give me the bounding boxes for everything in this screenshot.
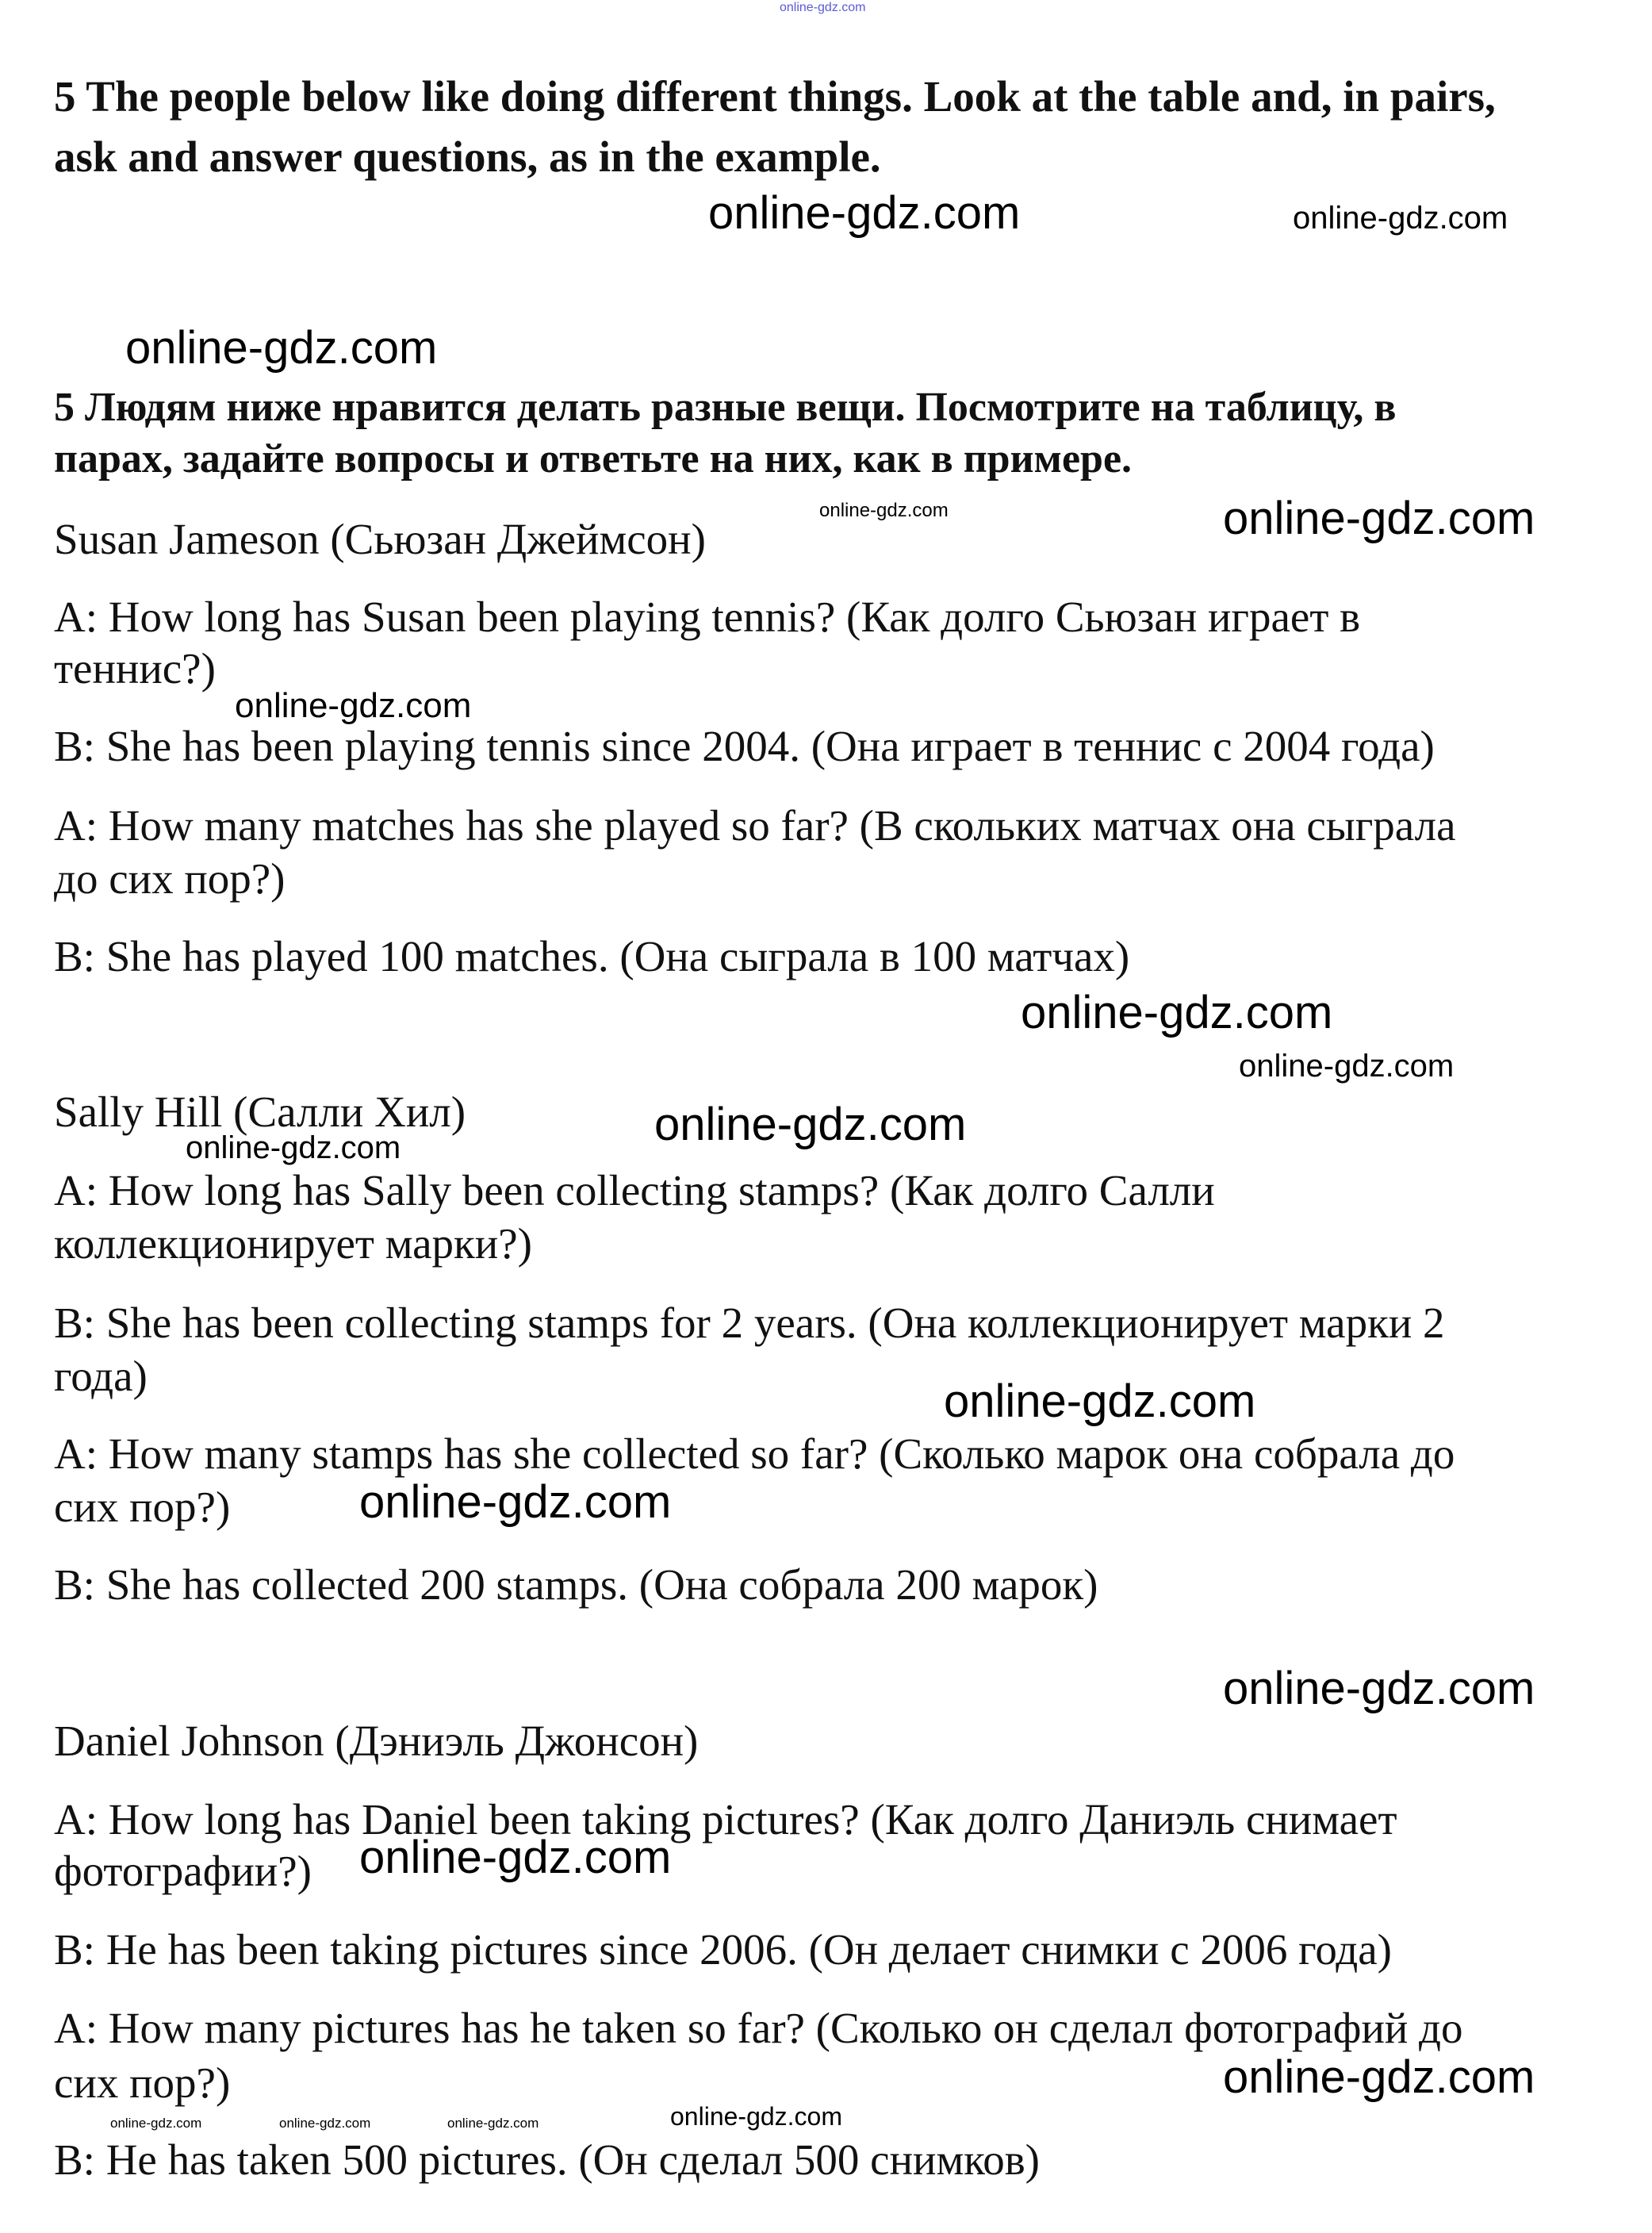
watermark: online-gdz.com bbox=[447, 2116, 539, 2131]
watermark: online-gdz.com bbox=[1223, 493, 1535, 544]
watermark: online-gdz.com bbox=[780, 1, 866, 14]
watermark: online-gdz.com bbox=[654, 1099, 967, 1150]
answer-line: B: He has taken 500 pictures. (Он сделал 500 снимков) bbox=[54, 2135, 1040, 2184]
watermark: online-gdz.com bbox=[1223, 2051, 1535, 2103]
answer-line: B: She has been collecting stamps for 2 years. (Она коллекционирует марки 2 bbox=[54, 1299, 1445, 1347]
watermark: online-gdz.com bbox=[708, 187, 1021, 239]
answer-line: B: She has collected 200 stamps. (Она собрала 200 марок) bbox=[54, 1560, 1098, 1609]
person-name: Daniel Johnson (Дэниэль Джонсон) bbox=[54, 1717, 699, 1765]
answer-line: B: She has played 100 matches. (Она сыграла в 100 матчах) bbox=[54, 932, 1130, 980]
watermark: online-gdz.com bbox=[279, 2116, 371, 2131]
question-line: фотографии?) bbox=[54, 1847, 312, 1895]
watermark: online-gdz.com bbox=[359, 1832, 672, 1883]
question-line: A: How many pictures has he taken so far? (Сколько он сделал фотографий до bbox=[54, 2004, 1463, 2052]
question-line: A: How long has Susan been playing tennis? (Как долго Сьюзан играет в bbox=[54, 593, 1361, 641]
watermark: online-gdz.com bbox=[235, 686, 472, 725]
answer-line: B: She has been playing tennis since 2004. (Она играет в теннис с 2004 года) bbox=[54, 722, 1435, 770]
question-line: A: How long has Daniel been taking pictures? (Как долго Даниэль снимает bbox=[54, 1795, 1397, 1844]
task-en-line-2: ask and answer questions, as in the example. bbox=[54, 132, 881, 181]
watermark: online-gdz.com bbox=[359, 1476, 672, 1528]
question-line: A: How many matches has she played so far? (В скольких матчах она сыграла bbox=[54, 801, 1456, 850]
watermark: online-gdz.com bbox=[1223, 1663, 1535, 1714]
task-ru-line-2: парах, задайте вопросы и ответьте на них, как в примере. bbox=[54, 436, 1133, 482]
person-name: Susan Jameson (Сьюзан Джеймсон) bbox=[54, 515, 706, 563]
watermark: online-gdz.com bbox=[1021, 987, 1333, 1038]
watermark: online-gdz.com bbox=[819, 500, 949, 521]
watermark: online-gdz.com bbox=[125, 322, 438, 374]
question-line: A: How long has Sally been collecting stamps? (Как долго Салли bbox=[54, 1166, 1215, 1214]
watermark: online-gdz.com bbox=[670, 2102, 842, 2131]
task-en-line-1: 5 The people below like doing different things. Look at the table and, in pairs, bbox=[54, 72, 1496, 121]
question-line: сих пор?) bbox=[54, 1483, 231, 1531]
watermark: online-gdz.com bbox=[944, 1375, 1256, 1427]
question-line: сих пор?) bbox=[54, 2058, 231, 2107]
person-name: Sally Hill (Салли Хил) bbox=[54, 1088, 466, 1136]
question-line: теннис?) bbox=[54, 644, 216, 693]
task-ru-line-1: 5 Людям ниже нравится делать разные вещи. Посмотрите на таблицу, в bbox=[54, 385, 1397, 430]
answer-line: года) bbox=[54, 1352, 148, 1400]
question-line: до сих пор?) bbox=[54, 854, 286, 903]
question-line: коллекционирует марки?) bbox=[54, 1219, 532, 1268]
watermark: online-gdz.com bbox=[110, 2116, 202, 2131]
question-line: A: How many stamps has she collected so far? (Сколько марок она собрала до bbox=[54, 1429, 1455, 1478]
watermark: online-gdz.com bbox=[186, 1130, 401, 1165]
watermark: online-gdz.com bbox=[1293, 201, 1508, 236]
watermark: online-gdz.com bbox=[1239, 1049, 1455, 1084]
answer-line: B: He has been taking pictures since 2006. (Он делает снимки с 2006 года) bbox=[54, 1925, 1392, 1974]
